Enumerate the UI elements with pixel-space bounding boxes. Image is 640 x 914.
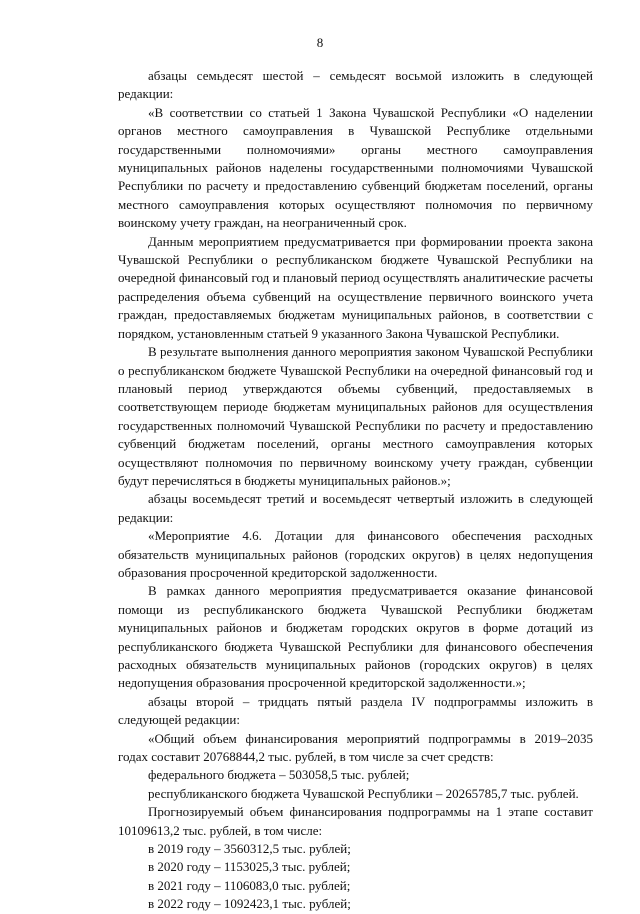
list-item: в 2019 году – 3560312,5 тыс. рублей; (148, 841, 351, 857)
paragraph: «Мероприятие 4.6. Дотации для финансового обеспечения расходных обязательств муниципальных районов (городских округов) в целях недопущения образования просроченной кредиторской задолженности. (118, 528, 593, 580)
paragraph: республиканского бюджета Чувашской Республики – 20265785,7 тыс. рублей. (148, 785, 579, 801)
list-item: в 2022 году – 1092423,1 тыс. рублей; (148, 896, 351, 912)
page-number: 8 (316, 35, 324, 50)
list-item: в 2021 году – 1106083,0 тыс. рублей; (148, 877, 351, 893)
paragraph: «Общий объем финансирования мероприятий подпрограммы в 2019–2035 годах составит 20768844,2 тыс. рублей, в том числе за счет средств: (118, 730, 593, 765)
paragraph: Данным мероприятием предусматривается при формировании проекта закона Чувашской Республики о республиканском бюджете Чувашской Республики на очередной финансовый год и плановый период осуществлять аналитические расчеты распределения объема субвенций на осуществление первичного воинского учета граждан, предоставляемых бюджетам муниципальных районов, в соответствии с порядком, установленным статьей 9 указанного Закона Чувашской Республики. (118, 233, 593, 341)
paragraph: абзацы восемьдесят третий и восемьдесят четвертый изложить в следующей редакции: (118, 491, 593, 525)
paragraph: федерального бюджета – 503058,5 тыс. рублей; (148, 767, 410, 783)
paragraph: В результате выполнения данного мероприятия законом Чувашской Республики о республиканском бюджете Чувашской Республики на очередной финансовый год и плановый период утверждаются объемы субвенций, предоставляемых в соответствующем периоде бюджетам муниципальных районов для осуществления государственных полномочий Чувашской Республики по расчету и предоставлению субвенций бюджетам поселений, органы местного самоуправления которых осуществляют полномочия по первичному воинскому учету граждан, субвенции будут перечисляться в бюджеты муниципальных районов.»; (118, 344, 593, 488)
paragraph: В рамках данного мероприятия предусматривается оказание финансовой помощи из республиканского бюджета Чувашской Республики бюджетам муниципальных районов и бюджетам городских округов в форме дотаций из республиканского бюджета Чувашской Республики для финансового обеспечения расходных обязательств муниципальных районов (городских округов) в целях недопущения образования просроченной кредиторской задолженности.»; (118, 583, 593, 691)
paragraph: абзацы второй – тридцать пятый раздела IV подпрограммы изложить в следующей редакции: (118, 693, 593, 728)
document-body (118, 67, 593, 914)
paragraph: Прогнозируемый объем финансирования подпрограммы на 1 этапе составит 10109613,2 тыс. рублей, в том числе: (118, 804, 593, 838)
list-item: в 2020 году – 1153025,3 тыс. рублей; (148, 859, 351, 875)
paragraph: «В соответствии со статьей 1 Закона Чувашской Республики «О наделении органов местного самоуправления в Чувашской Республике отдельными государственными полномочиями» органы местного самоуправления муниципальных районов наделены государственными полномочиями Чувашской Республики по расчету и предоставлению субвенций бюджетам поселений, органы местного самоуправления которых осуществляют полномочия по первичному воинскому учету граждан, на неограниченный срок. (118, 104, 593, 231)
paragraph: абзацы семьдесят шестой – семьдесят восьмой изложить в следующей редакции: (118, 68, 593, 102)
